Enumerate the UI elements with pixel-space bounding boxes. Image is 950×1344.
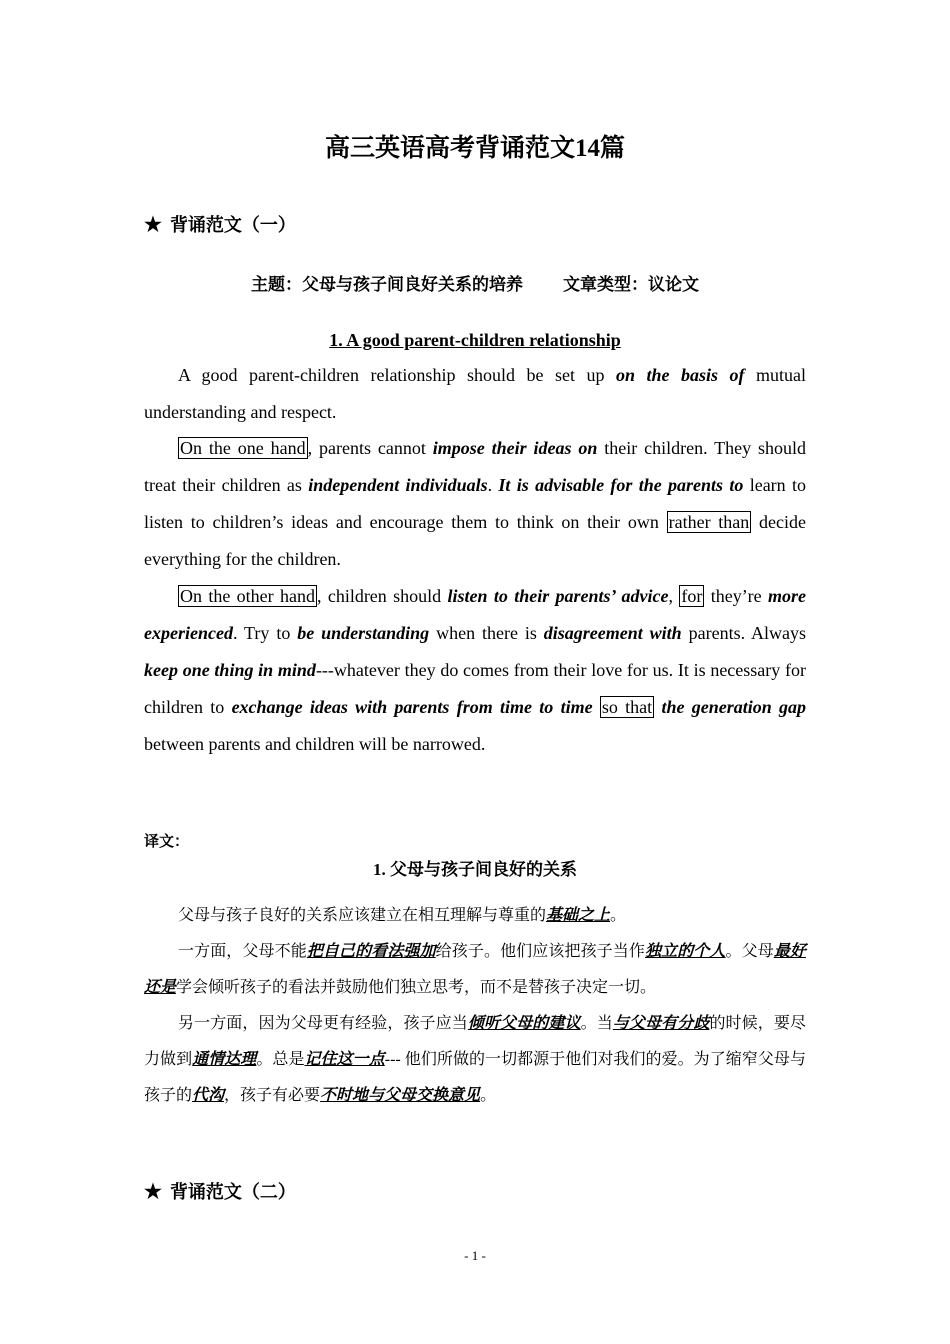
translation-title: 1. 父母与孩子间良好的关系	[373, 860, 577, 879]
key-phrase: 把自己的看法强加	[306, 943, 436, 960]
key-phrase: be understanding	[297, 623, 430, 643]
key-phrase: exchange ideas with parents from time to time	[231, 697, 593, 717]
key-phrase: more experienced	[144, 586, 807, 643]
boxed-connector: On the other hand	[180, 586, 315, 606]
text: .	[487, 475, 499, 495]
essay-paragraph-2	[144, 430, 806, 578]
text: 另一方面，因为父母更有经验，孩子应当	[178, 1015, 468, 1032]
translation-label: 译文：	[144, 834, 190, 850]
text: 的时候，要尽力做到	[144, 1015, 806, 1068]
text	[593, 697, 600, 717]
page-number: - 1 -	[464, 1248, 486, 1263]
text: ，孩子有必要	[224, 1087, 321, 1104]
text: 一方面，父母不能	[178, 943, 307, 960]
boxed-connector: On the one hand	[180, 438, 306, 458]
text: , parents cannot	[307, 438, 433, 458]
topic-theme: 主题：父母与孩子间良好关系的培养	[251, 275, 523, 294]
text: ,	[668, 586, 680, 606]
text: 。	[480, 1087, 497, 1104]
text: when there is	[429, 623, 544, 643]
text: 。总是	[256, 1051, 305, 1068]
section-heading-2	[144, 1179, 296, 1205]
text: parents. Always	[681, 623, 806, 643]
key-phrase: the generation gap	[661, 697, 807, 717]
key-phrase: keep one thing in mind	[144, 660, 316, 680]
text: decide everything for the children.	[144, 512, 806, 569]
key-phrase: 与父母有分歧	[612, 1015, 710, 1032]
text: , children should	[316, 586, 448, 606]
key-phrase: 基础之上	[546, 907, 611, 924]
key-phrase: independent individuals	[308, 475, 488, 495]
section-label: 背诵范文（二）	[169, 1182, 296, 1202]
section-label: 背诵范文（一）	[169, 215, 296, 235]
translation-paragraph-1	[144, 898, 806, 934]
text: . Try to	[232, 623, 298, 643]
text: ---whatever they do comes from their love for us. It is necessary for children to	[144, 660, 806, 717]
essay-paragraph-1	[144, 357, 806, 431]
star-icon: ★	[144, 1181, 162, 1203]
boxed-connector: rather than	[668, 512, 750, 532]
text: A good parent-children relationship should be set up	[178, 365, 616, 385]
text: 父母与孩子良好的关系应该建立在相互理解与尊重的	[178, 907, 547, 924]
key-phrase: 不时地与父母交换意见	[320, 1087, 481, 1104]
key-phrase: impose their ideas on	[432, 438, 598, 458]
translation-paragraph-2	[144, 934, 806, 1006]
text: their children. They should treat their children as	[144, 438, 807, 495]
text: they’re	[704, 586, 769, 606]
essay-title: 1. A good parent-children relationship	[329, 330, 621, 350]
text: --- 他们所做的一切都源于他们对我们的爱。为了缩窄父母与孩子的	[144, 1051, 806, 1104]
key-phrase: listen to their parents’ advice	[447, 586, 669, 606]
essay-paragraph-3	[144, 578, 806, 763]
text: mutual understanding and respect.	[144, 365, 806, 422]
text: 。	[610, 907, 627, 924]
translation-paragraph-3	[144, 1006, 806, 1114]
text: 学会倾听孩子的看法并鼓励他们独立思考，而不是替孩子决定一切。	[176, 979, 657, 996]
key-phrase: 记住这一点	[304, 1051, 385, 1068]
text: 。当	[580, 1015, 613, 1032]
key-phrase: 通情达理	[192, 1051, 257, 1068]
text: 。父母	[725, 943, 774, 960]
key-phrase: 独立的个人	[645, 943, 726, 960]
text: between parents and children will be narrowed.	[144, 734, 486, 754]
key-phrase: It is advisable for the parents to	[498, 475, 744, 495]
key-phrase: 倾听父母的建议	[467, 1015, 581, 1032]
topic-line	[0, 272, 950, 298]
star-icon: ★	[144, 214, 162, 236]
topic-type: 文章类型：议论文	[563, 275, 699, 294]
boxed-connector: for	[681, 586, 703, 606]
key-phrase: 最好还是	[144, 943, 806, 996]
key-phrase: disagreement with	[543, 623, 682, 643]
key-phrase: 代沟	[192, 1087, 225, 1104]
document-title: 高三英语高考背诵范文14篇	[324, 135, 625, 162]
text: 给孩子。他们应该把孩子当作	[435, 943, 645, 960]
boxed-connector: so that	[601, 697, 653, 717]
key-phrase: on the basis of	[615, 365, 745, 385]
text: learn to listen to children’s ideas and encourage them to think on their own	[144, 475, 806, 532]
section-heading-1	[144, 212, 296, 238]
